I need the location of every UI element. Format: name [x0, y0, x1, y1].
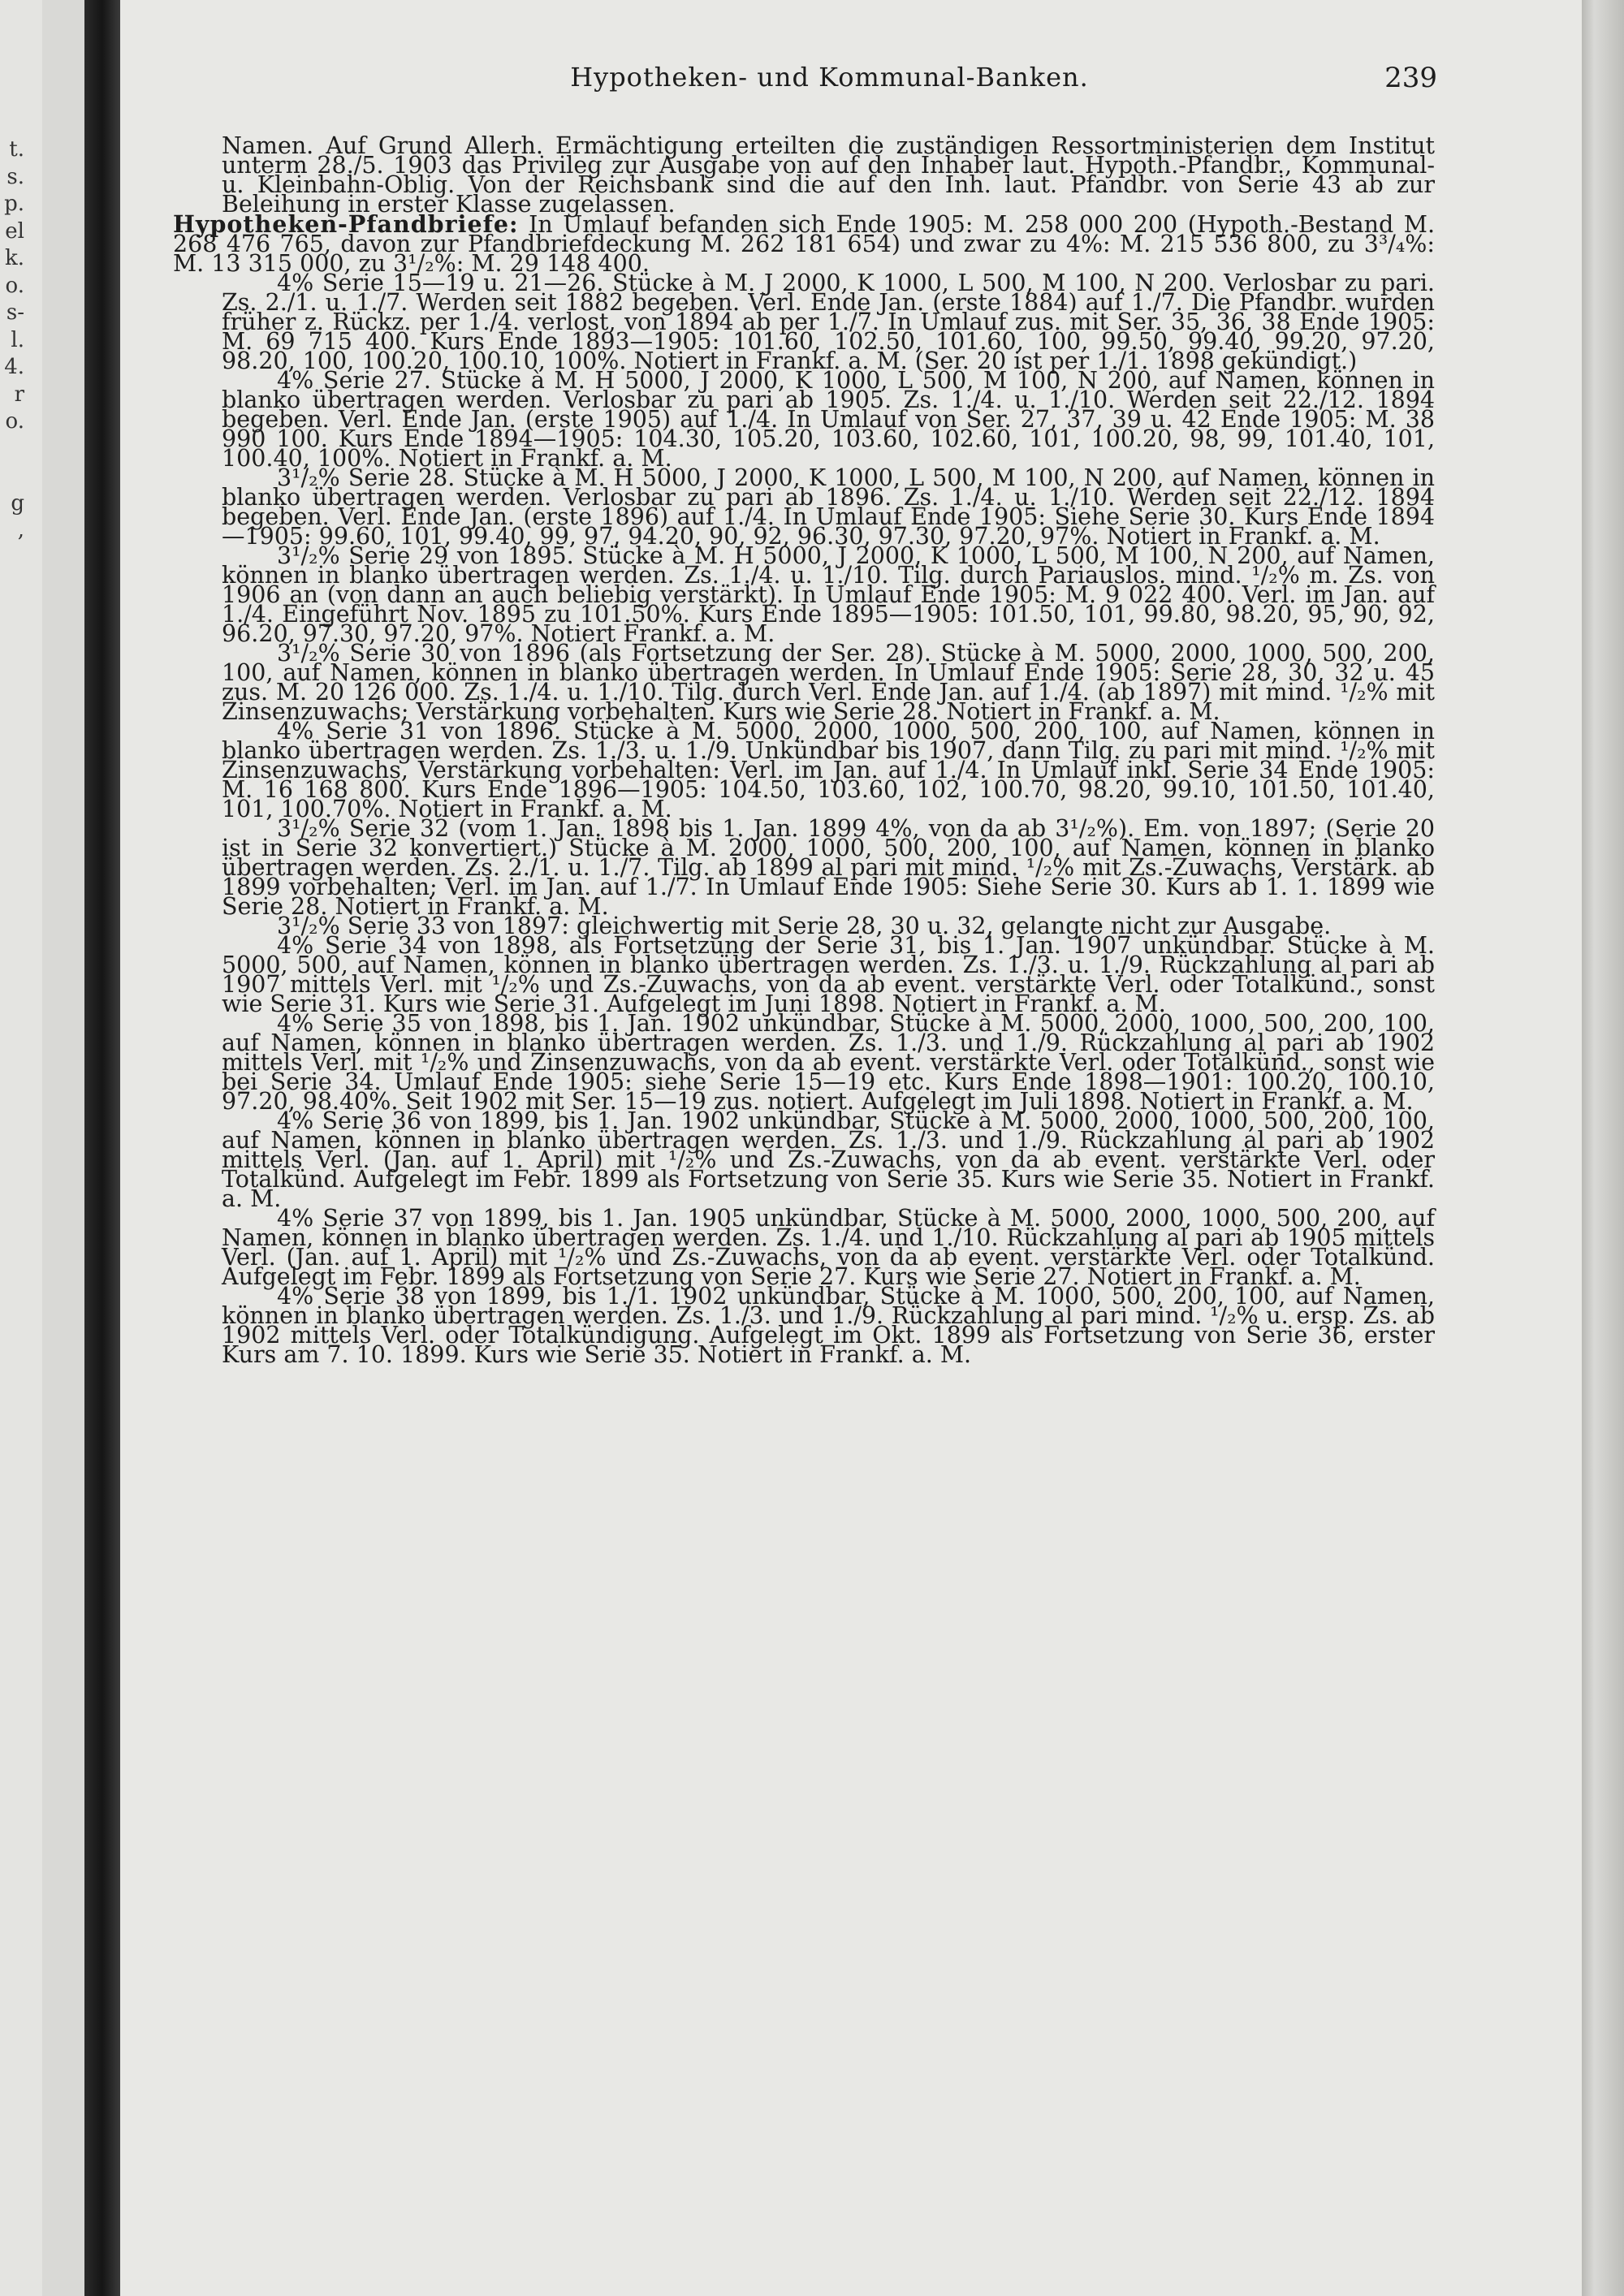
margin-fragment: el — [5, 218, 24, 244]
page-number: 239 — [1384, 62, 1437, 94]
margin-fragment: g — [11, 490, 24, 516]
paragraph: 4% Serie 15—19 u. 21—26. Stücke à M. J 2000, K 1000, L 500, M 100, N 200. Verlosbar zu pari. Zs. 2./1. u. 1./7. Werden seit 1882 begeben. Verl. Ende Jan. (erste 1884) auf 1./7. Die Pfandbr. wurden früher z. Rückz. per 1./4. verlost, von 1894 ab per 1./7. In Umlauf zus. mit Ser. 35, 36, 38 Ende 1905: M. 69 715 400. Kurs Ende 1893—1905: 101.60, 102.50, 101.60, 100, 99.50, 99.40, 99.20, 97.20, 98.20, 100, 100.20, 100.10, 100%. Notiert in Frankf. a. M. (Ser. 20 ist per 1./1. 1898 gekündigt.) — [222, 270, 1435, 374]
previous-page-fragments — [0, 136, 24, 545]
paragraph: 4% Serie 27. Stücke à M. H 5000, J 2000, K 1000, L 500, M 100, N 200, auf Namen, können in blanko übertragen werden. Verlosbar zu pari ab 1905. Zs. 1./4. u. 1./10. Werden seit 22./12. 1894 begeben. Verl. Ende Jan. (erste 1905) auf 1./4. In Umlauf von Ser. 27, 37, 39 u. 42 Ende 1905: M. 38 990 100. Kurs Ende 1894—1905: 104.30, 105.20, 103.60, 102.60, 101, 100.20, 98, 99, 101.40, 101, 100.40, 100%. Notiert in Frankf. a. M. — [222, 367, 1435, 472]
margin-fragment: k. — [4, 246, 24, 270]
entry-paragraph — [173, 210, 1435, 277]
paragraph: 3¹/₂% Serie 33 von 1897: gleichwertig mit Serie 28, 30 u. 32, gelangte nicht zur Ausgabe. — [277, 913, 1332, 939]
paragraph: Namen. Auf Grund Allerh. Ermächtigung erteilten die zuständigen Ressortministerien dem Institut unterm 28./5. 1903 das Privileg zur Ausgabe von auf den Inhaber laut. Hypoth.-Pfandbr., Kommunal- u. Kleinbahn-Oblig. Von der Reichsbank sind die auf den Inh. laut. Pfandbr. von Serie 43 ab zur Beleihung in erster Klasse zugelassen. — [222, 132, 1435, 218]
paragraph: 3¹/₂% Serie 28. Stücke à M. H 5000, J 2000, K 1000, L 500, M 100, N 200, auf Namen, können in blanko übertragen werden. Verlosbar zu pari ab 1896. Zs. 1./4. u. 1./10. Werden seit 22./12. 1894 begeben. Verl. Ende Jan. (erste 1896) auf 1./4. In Umlauf Ende 1905: Siehe Serie 30. Kurs Ende 1894—1905: 99.60, 101, 99.40, 99, 97, 94.20, 90, 92, 96.30, 97.30, 97.20, 97%. Notiert in Frankf. a. M. — [222, 464, 1435, 550]
header-title: Hypotheken- und Kommunal-Banken. — [570, 62, 1089, 93]
paragraph: 4% Serie 38 von 1899, bis 1./1. 1902 unkündbar, Stücke à M. 1000, 500, 200, 100, auf Namen, können in blanko übertragen werden. Zs. 1./3. und 1./9. Rückzahlung al pari mind. ¹/₂% u. ersp. Zs. ab 1902 mittels Verl. oder Totalkündigung. Aufgelegt im Okt. 1899 als Fortsetzung von Serie 36, erster Kurs am 7. 10. 1899. Kurs wie Serie 35. Notiert in Frankf. a. M. — [222, 1283, 1435, 1368]
margin-fragment: s. — [6, 164, 24, 189]
running-header — [222, 62, 1437, 110]
paragraph: 4% Serie 37 von 1899, bis 1. Jan. 1905 unkündbar, Stücke à M. 5000, 2000, 1000, 500, 200, auf Namen, können in blanko übertragen werden. Zs. 1./4. und 1./10. Rückzahlung al pari ab 1905 mittels Verl. (Jan. auf 1. April) mit ¹/₂% und Zs.-Zuwachs, von da ab event. verstärkte Verl. oder Totalkünd. Aufgelegt im Febr. 1899 als Fortsetzung von Serie 27. Kurs wie Serie 27. Notiert in Frankf. a. M. — [222, 1205, 1435, 1290]
paragraph: 3¹/₂% Serie 32 (vom 1. Jan. 1898 bis 1. Jan. 1899 4%, von da ab 3¹/₂%). Em. von 1897; (Serie 20 ist in Serie 32 konvertiert.) Stücke à M. 2000, 1000, 500, 200, 100, auf Namen, können in blanko übertragen werden. Zs. 2./1. u. 1./7. Tilg. ab 1899 al pari mit mind. ¹/₂% mit Zs.-Zuwachs, Verstärk. ab 1899 vorbehalten; Verl. im Jan. auf 1./7. In Umlauf Ende 1905: Siehe Serie 30. Kurs ab 1. 1. 1899 wie Serie 28. Notiert in Frankf. a. M. — [222, 815, 1435, 920]
margin-fragment: o. — [5, 273, 24, 298]
margin-fragment: , — [17, 518, 24, 542]
paragraph: 4% Serie 36 von 1899, bis 1. Jan. 1902 unkündbar, Stücke à M. 5000, 2000, 1000, 500, 200, 100, auf Namen, können in blanko übertragen werden. Zs. 1./3. und 1./9. Rückzahlung al pari ab 1902 mittels Verl. (Jan. auf 1. April) mit ¹/₂% und Zs.-Zuwachs, von da ab event. verstärkte Verl. oder Totalkünd. Aufgelegt im Febr. 1899 als Fortsetzung von Serie 35. Kurs wie Serie 35. Notiert in Frankf. a. M. — [222, 1107, 1435, 1212]
paragraph: 3¹/₂% Serie 30 von 1896 (als Fortsetzung der Ser. 28). Stücke à M. 5000, 2000, 1000, 500, 200, 100, auf Namen, können in blanko übertragen werden. In Umlauf Ende 1905: Serie 28, 30, 32 u. 45 zus. M. 20 126 000. Zs. 1./4. u. 1./10. Tilg. durch Verl. Ende Jan. auf 1./4. (ab 1897) mit mind. ¹/₂% mit Zinsenzuwachs; Verstärkung vorbehalten. Kurs wie Serie 28. Notiert in Frankf. a. M. — [222, 640, 1435, 725]
margin-fragment: s- — [6, 300, 24, 325]
paragraph: 4% Serie 31 von 1896. Stücke à M. 5000, 2000, 1000, 500, 200, 100, auf Namen, können in blanko übertragen werden. Zs. 1./3. u. 1./9. Unkündbar bis 1907, dann Tilg. zu pari mit mind. ¹/₂% mit Zinsenzuwachs, Verstärkung vorbehalten: Verl. im Jan. auf 1./4. In Umlauf inkl. Serie 34 Ende 1905: M. 16 168 800. Kurs Ende 1896—1905: 104.50, 103.60, 102, 100.70, 98.20, 99.10, 101.50, 101.40, 101, 100.70%. Notiert in Frankf. a. M. — [222, 718, 1435, 822]
margin-fragment: p. — [4, 192, 24, 216]
paragraph: 4% Serie 35 von 1898, bis 1. Jan. 1902 unkündbar, Stücke à M. 5000, 2000, 1000, 500, 200, 100, auf Namen, können in blanko übertragen werden. Zs. 1./3. und 1./9. Rückzahlung al pari ab 1902 mittels Verl. mit ¹/₂% und Zinsenzuwachs, von da ab event. verstärkte Verl. oder Totalkünd., sonst wie bei Serie 34. Umlauf Ende 1905: siehe Serie 15—19 etc. Kurs Ende 1898—1901: 100.20, 100.10, 97.20, 98.40%. Seit 1902 mit Ser. 15—19 zus. notiert. Aufgelegt im Juli 1898. Notiert in Frankf. a. M. — [222, 1010, 1435, 1115]
margin-fragment: t. — [9, 137, 24, 162]
entry-heading: Hypotheken-Pfandbriefe: — [173, 210, 519, 238]
margin-fragment: 4. — [4, 355, 24, 379]
paragraph: 3¹/₂% Serie 29 von 1895. Stücke à M. H 5000, J 2000, K 1000, L 500, M 100, N 200, auf Namen, können in blanko übertragen werden. Zs. 1./4. u. 1./10. Tilg. durch Pariauslos. mind. ¹/₂% m. Zs. von 1906 an (von dann an auch beliebig verstärkt). In Umlauf Ende 1905: M. 9 022 400. Verl. im Jan. auf 1./4. Eingeführt Nov. 1895 zu 101.50%. Kurs Ende 1895—1905: 101.50, 101, 99.80, 98.20, 95, 90, 92, 96.20, 97.30, 97.20, 97%. Notiert Frankf. a. M. — [222, 542, 1435, 647]
margin-fragment: o. — [5, 409, 24, 434]
margin-fragment — [0, 463, 24, 490]
margin-fragment — [0, 436, 24, 464]
entry-text: In Umlauf befanden sich Ende 1905: M. 258 000 200 (Hypoth.-Bestand M. 268 476 765, davon zur Pfandbriefdeckung M. 262 181 654) und zwar zu 4%: M. 215 536 800, zu 3³/₄%: M. 13 315 000, zu 3¹/₂%: M. 29 148 400. — [173, 211, 1435, 277]
margin-fragment: l. — [11, 327, 24, 352]
paragraph: 4% Serie 34 von 1898, als Fortsetzung der Serie 31, bis 1. Jan. 1907 unkündbar. Stücke à M. 5000, 500, auf Namen, können in blanko übertragen werden. Zs. 1./3. u. 1./9. Rückzahlung al pari ab 1907 mittels Verl. mit ¹/₂% und Zs.-Zuwachs, von da ab event. verstärkte Verl. oder Totalkünd., sonst wie Serie 31. Kurs wie Serie 31. Aufgelegt im Juni 1898. Notiert in Frankf. a. M. — [222, 932, 1435, 1017]
page-edge — [1582, 0, 1624, 2296]
body-text — [173, 132, 1435, 1368]
margin-fragment: r — [14, 382, 24, 407]
book-spine — [84, 0, 120, 2296]
